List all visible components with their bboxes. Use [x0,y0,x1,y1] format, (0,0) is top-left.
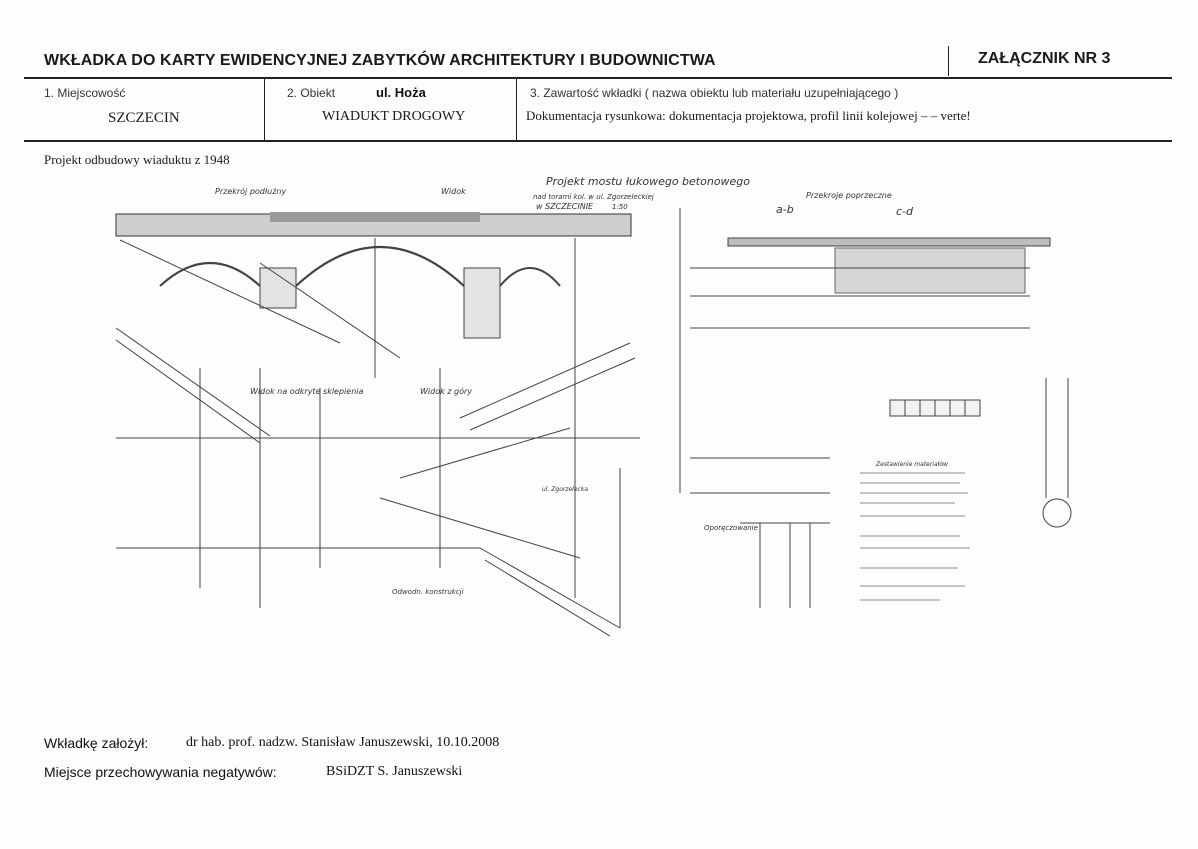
label-section-ab: a-b [776,203,794,216]
storage-value: BSiDZT S. Januszewski [326,764,463,779]
object-value: WIADUKT DROGOWY [322,109,466,124]
construction-line [120,240,340,343]
cross-section-deck [728,238,1050,246]
storage-label: Miejsce przechowywania negatywów: [44,764,277,780]
fields-rule [24,140,1172,142]
sheet-title: WKŁADKA DO KARTY EWIDENCYJNEJ ZABYTKÓW ARCHITEKTURY I BUDOWNICTWA [44,52,716,69]
arch-right [500,268,560,286]
pier-1 [260,268,296,308]
plan-diagonal [400,428,570,478]
label-view-open-arch: Widok na odkryte sklepienia [250,387,364,396]
object-street: ul. Hoża [376,85,426,100]
pier-2 [464,268,500,338]
plan-road-edge [470,358,635,430]
label-drainage: Odwodn. konstrukcji [392,588,464,596]
field-divider-2 [516,79,517,140]
deck-hatch [270,212,480,222]
label-top-view: Widok z góry [420,387,473,396]
plan-road-edge [116,340,260,443]
founder-value: dr hab. prof. nadzw. Stanisław Januszewski, 10.10.2008 [186,735,500,750]
object-label: 2. Obiekt [287,86,336,100]
plan-road-edge [116,328,270,436]
drawing-title-3: w SZCZECINIE [536,202,594,211]
label-materials: Zestawienie materiałów [876,461,948,468]
header-divider [948,46,949,76]
contents-label: 3. Zawartość wkładki ( nazwa obiektu lub materiału uzupełniającego ) [530,86,899,100]
label-retaining-wall: Oporęczowanie [704,524,758,532]
drawing-caption: Projekt odbudowy wiaduktu z 1948 [44,152,230,167]
plan-road-edge [460,343,630,418]
drawing-title-1: Projekt mostu łukowego betonowego [546,175,751,188]
drain-detail-circle [1043,499,1071,527]
locality-value: SZCZECIN [108,110,180,126]
field-divider-1 [264,79,265,140]
blueprint-drawing [100,168,1100,668]
construction-line [260,263,400,358]
arch-main [296,247,464,286]
plan-road-edge [485,560,610,636]
drawing-scale: 1:50 [612,203,628,211]
contents-value: Dokumentacja rysunkowa: dokumentacja projektowa, profil linii kolejowej – – verte! [526,108,971,123]
label-section-cd: c-d [896,205,913,218]
header-rule [24,77,1172,79]
cross-section-fill [835,248,1025,293]
label-cross-sections: Przekroje poprzeczne [806,191,892,200]
label-view: Widok [441,187,466,196]
plan-road-edge [480,548,620,628]
plan-diagonal [380,498,580,558]
drawing-title-2: nad torami kol. w ul. Zgorzeleckiej [533,193,654,201]
attachment-number: ZAŁĄCZNIK NR 3 [978,50,1111,67]
locality-label: 1. Miejscowość [44,86,126,100]
label-street: ul. Zgorzelecka [542,486,588,493]
label-long-section: Przekrój podłużny [215,187,287,196]
founder-label: Wkładkę założył: [44,735,149,751]
